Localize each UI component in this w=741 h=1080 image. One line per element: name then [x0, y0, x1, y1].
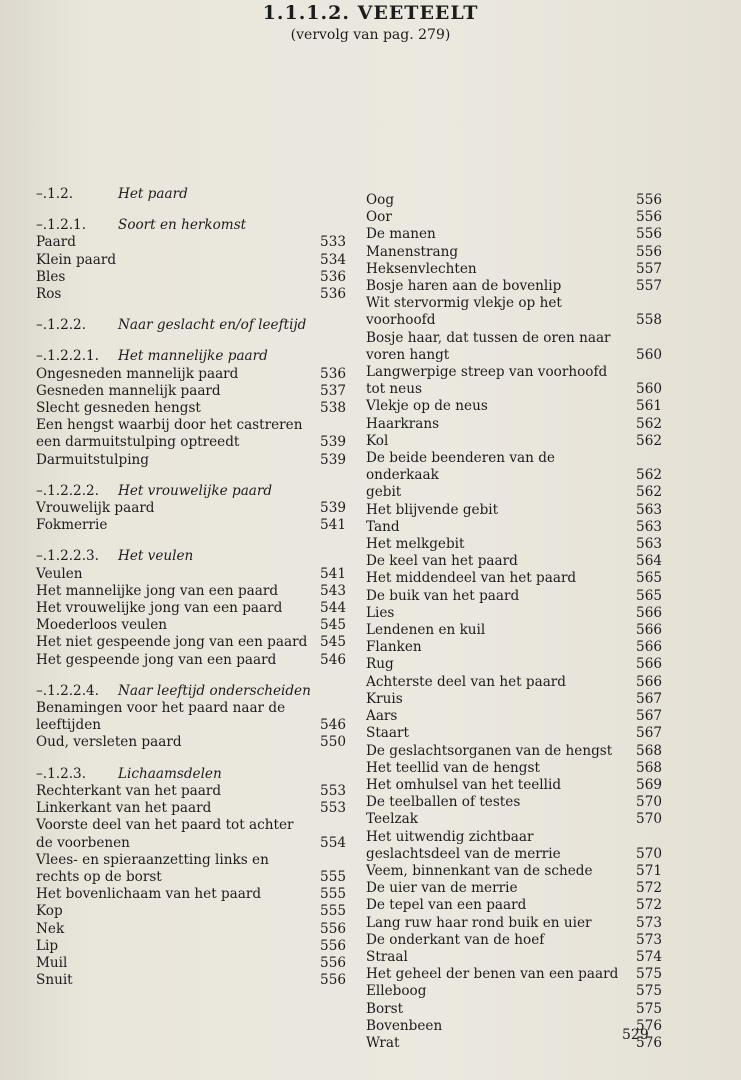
entry-text: Vlekje op de neus	[366, 398, 488, 415]
entry-page-number: 573	[636, 914, 662, 931]
entry-page-number: 539	[320, 434, 346, 451]
entry-page-number: 536	[320, 286, 346, 303]
entry-text: De onderkant van de hoef	[366, 931, 545, 948]
entry-text: Paard	[36, 234, 76, 251]
entry-page-number: 557	[636, 278, 662, 295]
entry-page-number: 533	[320, 234, 346, 251]
entry-text: Manenstrang	[366, 243, 459, 260]
index-entry	[36, 817, 346, 851]
entry-page-number: 576	[636, 1034, 662, 1051]
index-entry	[36, 634, 346, 651]
entry-text: Flanken	[366, 639, 422, 656]
index-entry	[366, 450, 662, 484]
index-entry	[36, 269, 346, 286]
index-entry	[366, 949, 662, 966]
entry-page-number: 575	[636, 966, 662, 983]
index-entry	[366, 209, 662, 226]
page-title: 1.1.1.2. VEETEELT	[262, 2, 479, 24]
index-entry	[366, 553, 662, 570]
entry-text: Kop	[36, 903, 63, 920]
section-gap	[36, 303, 346, 317]
entry-text: Teelzak	[366, 811, 418, 828]
entry-page-number: 563	[636, 501, 662, 518]
entry-text: De beide beenderen van de onderkaak	[366, 450, 555, 484]
entry-page-number: 567	[636, 725, 662, 742]
entry-text: Bosje haren aan de bovenlip	[366, 278, 562, 295]
entry-page-number: 556	[636, 243, 662, 260]
entry-text: Darmuitstulping	[36, 451, 150, 468]
entry-text: De uier van de merrie	[366, 880, 518, 897]
index-entry	[366, 691, 662, 708]
entry-text: Langwerpige streep van voorhoofd tot neus	[366, 364, 608, 398]
entry-page-number: 553	[320, 782, 346, 799]
entry-text: Oog	[366, 192, 395, 208]
entry-page-number: 538	[320, 400, 346, 417]
entry-text: Wrat	[366, 1034, 400, 1051]
entry-page-number: 560	[636, 381, 662, 398]
section-label: Het mannelijke paard	[118, 348, 268, 365]
section-gap	[36, 469, 346, 483]
entry-text: Veulen	[36, 565, 83, 582]
entry-page-number: 567	[636, 708, 662, 725]
entry-text: Rechterkant van het paard	[36, 782, 222, 799]
entry-text: Het niet gespeende jong van een paard	[36, 634, 308, 651]
entry-page-number: 534	[320, 251, 346, 268]
section-gap	[36, 752, 346, 766]
entry-page-number: 568	[636, 742, 662, 759]
entry-page-number: 555	[320, 903, 346, 920]
entry-text: Voorste deel van het paard tot achter de voorbenen	[36, 817, 294, 851]
section-gap	[36, 203, 346, 217]
index-entry	[366, 794, 662, 811]
entry-page-number: 545	[320, 617, 346, 634]
entry-text: Vrouwelijk paard	[36, 500, 155, 517]
entry-page-number: 556	[320, 920, 346, 937]
entry-text: Vlees- en spieraanzetting links en rechts op de borst	[36, 851, 269, 885]
index-entry	[36, 617, 346, 634]
index-entry	[36, 583, 346, 600]
index-entry	[366, 863, 662, 880]
entry-page-number: 564	[636, 553, 662, 570]
entry-page-number: 556	[636, 226, 662, 243]
section-label: Naar leeftijd onderscheiden	[118, 682, 311, 699]
entry-page-number: 555	[320, 886, 346, 903]
index-entry	[366, 708, 662, 725]
index-entry	[366, 897, 662, 914]
entry-page-number: 536	[320, 365, 346, 382]
entry-text: Aars	[366, 708, 398, 725]
index-entry	[36, 500, 346, 517]
entry-text: Bovenbeen	[366, 1017, 443, 1034]
entry-page-number: 569	[636, 776, 662, 793]
entry-text: Oud, versleten paard	[36, 734, 182, 751]
index-entry	[366, 915, 662, 932]
entry-page-number: 556	[320, 937, 346, 954]
index-entry	[366, 588, 662, 605]
section-gap	[36, 534, 346, 548]
index-entry	[366, 639, 662, 656]
section-code: –.1.2.	[36, 186, 74, 202]
entry-page-number: 570	[636, 794, 662, 811]
index-entry	[366, 966, 662, 983]
entry-page-number: 562	[636, 415, 662, 432]
index-entry	[366, 829, 662, 863]
entry-text: Het blijvende gebit	[366, 501, 499, 518]
entry-page-number: 566	[636, 673, 662, 690]
index-entry	[36, 400, 346, 417]
section-heading	[36, 683, 346, 700]
entry-page-number: 575	[636, 983, 662, 1000]
index-entry	[36, 383, 346, 400]
entry-text: Heksenvlechten	[366, 260, 477, 277]
index-entry	[366, 261, 662, 278]
index-entry	[366, 1001, 662, 1018]
index-entry	[36, 972, 346, 989]
section-label: Naar geslacht en/of leeftijd	[118, 317, 307, 334]
entry-text: Het bovenlichaam van het paard	[36, 886, 262, 903]
section-heading	[36, 483, 346, 500]
entry-text: Ongesneden mannelijk paard	[36, 365, 239, 382]
index-entry	[36, 652, 346, 669]
entry-text: Fokmerrie	[36, 517, 108, 534]
entry-page-number: 572	[636, 897, 662, 914]
entry-text: Slecht gesneden hengst	[36, 400, 201, 417]
index-entry	[36, 566, 346, 583]
index-entry	[366, 433, 662, 450]
entry-text: Kruis	[366, 690, 403, 707]
index-entry	[36, 417, 346, 451]
section-heading	[36, 766, 346, 783]
index-entry	[366, 674, 662, 691]
entry-text: De buik van het paard	[366, 587, 520, 604]
index-entry	[36, 452, 346, 469]
index-entry	[36, 783, 346, 800]
entry-page-number: 562	[636, 484, 662, 501]
entry-page-number: 566	[636, 604, 662, 621]
entry-page-number: 537	[320, 382, 346, 399]
section-label: Lichaamsdelen	[118, 765, 222, 782]
index-entry	[36, 517, 346, 534]
index-entry	[36, 366, 346, 383]
entry-page-number: 553	[320, 800, 346, 817]
entry-page-number: 546	[320, 651, 346, 668]
index-entry	[366, 536, 662, 553]
right-column	[366, 192, 662, 1052]
entry-page-number: 546	[320, 717, 346, 734]
entry-text: Het uitwendig zichtbaar geslachtsdeel van de merrie	[366, 828, 561, 862]
section-gap	[36, 669, 346, 683]
index-entry	[366, 484, 662, 501]
entry-page-number: 539	[320, 451, 346, 468]
section-heading	[36, 317, 346, 334]
entry-page-number: 563	[636, 536, 662, 553]
index-entry	[36, 903, 346, 920]
entry-page-number: 566	[636, 656, 662, 673]
index-entry	[366, 622, 662, 639]
index-entry	[36, 955, 346, 972]
entry-page-number: 541	[320, 517, 346, 534]
entry-page-number: 544	[320, 600, 346, 617]
index-entry	[36, 800, 346, 817]
index-entry	[366, 725, 662, 742]
entry-page-number: 575	[636, 1000, 662, 1017]
index-entry	[366, 570, 662, 587]
entry-page-number: 556	[636, 192, 662, 208]
index-entry	[366, 502, 662, 519]
index-entry	[36, 921, 346, 938]
entry-text: Achterste deel van het paard	[366, 673, 567, 690]
entry-text: Staart	[366, 725, 409, 742]
entry-page-number: 572	[636, 880, 662, 897]
index-entry	[366, 416, 662, 433]
entry-page-number: 541	[320, 565, 346, 582]
entry-page-number: 570	[636, 845, 662, 862]
entry-text: Het vrouwelijke jong van een paard	[36, 600, 283, 617]
index-entry	[366, 656, 662, 673]
index-entry	[366, 880, 662, 897]
entry-page-number: 560	[636, 346, 662, 363]
entry-page-number: 565	[636, 587, 662, 604]
entry-text: De keel van het paard	[366, 553, 518, 570]
entry-text: Een hengst waarbij door het castreren een darmuitstulping optreedt	[36, 417, 303, 451]
entry-text: Het middendeel van het paard	[366, 570, 577, 587]
index-entry	[36, 700, 346, 734]
entry-page-number: 566	[636, 639, 662, 656]
entry-page-number: 562	[636, 432, 662, 449]
entry-text: Lies	[366, 604, 395, 621]
entry-page-number: 566	[636, 622, 662, 639]
entry-page-number: 576	[636, 1017, 662, 1034]
entry-page-number: 545	[320, 634, 346, 651]
entry-text: Wit stervormig vlekje op het voorhoofd	[366, 295, 562, 329]
entry-page-number: 567	[636, 690, 662, 707]
index-entry	[366, 364, 662, 398]
entry-page-number: 536	[320, 268, 346, 285]
entry-text: Het omhulsel van het teellid	[366, 776, 562, 793]
section-code: –.1.2.2.4.	[36, 682, 99, 699]
entry-text: Moederloos veulen	[36, 617, 168, 634]
entry-page-number: 554	[320, 834, 346, 851]
index-entry	[366, 932, 662, 949]
entry-page-number: 561	[636, 398, 662, 415]
section-label: Soort en herkomst	[118, 217, 247, 234]
entry-text: De geslachtsorganen van de hengst	[366, 742, 613, 759]
entry-text: Rug	[366, 656, 394, 673]
section-code: –.1.2.2.1.	[36, 348, 99, 365]
entry-page-number: 563	[636, 518, 662, 535]
entry-page-number: 556	[320, 954, 346, 971]
entry-text: Het geheel der benen van een paard	[366, 966, 619, 983]
index-entry	[36, 234, 346, 251]
section-code: –.1.2.1.	[36, 217, 87, 234]
entry-page-number: 562	[636, 467, 662, 484]
index-entry	[36, 734, 346, 751]
section-code: –.1.2.2.	[36, 317, 87, 334]
entry-text: Linkerkant van het paard	[36, 800, 212, 817]
entry-text: Het teellid van de hengst	[366, 759, 540, 776]
entry-text: Oor	[366, 209, 392, 226]
index-entry	[366, 398, 662, 415]
entry-page-number: 557	[636, 260, 662, 277]
entry-text: De manen	[366, 226, 436, 243]
section-label: Het vrouwelijke paard	[118, 482, 273, 499]
entry-page-number: 574	[636, 948, 662, 965]
section-label: Het veulen	[118, 548, 194, 565]
entry-page-number: 543	[320, 582, 346, 599]
entry-text: Muil	[36, 954, 68, 971]
index-entry	[366, 811, 662, 828]
index-entry	[366, 295, 662, 329]
entry-text: Snuit	[36, 972, 73, 989]
index-entry	[366, 983, 662, 1000]
index-entry	[36, 600, 346, 617]
section-heading	[36, 217, 346, 234]
index-entry	[366, 1035, 662, 1052]
entry-text: Bles	[36, 268, 66, 285]
entry-page-number: 571	[636, 862, 662, 879]
index-entry	[366, 605, 662, 622]
entry-page-number: 539	[320, 500, 346, 517]
index-entry	[366, 777, 662, 794]
entry-page-number: 550	[320, 734, 346, 751]
entry-page-number: 565	[636, 570, 662, 587]
section-gap	[36, 334, 346, 348]
index-entry	[36, 852, 346, 886]
entry-text: Het mannelijke jong van een paard	[36, 582, 279, 599]
index-entry	[366, 278, 662, 295]
section-label: Het paard	[118, 186, 188, 202]
entry-text: Lip	[36, 937, 59, 954]
index-entry	[366, 226, 662, 243]
entry-page-number: 555	[320, 868, 346, 885]
entry-text: Lendenen en kuil	[366, 622, 486, 639]
entry-text: Elleboog	[366, 983, 427, 1000]
entry-text: Het melkgebit	[366, 536, 465, 553]
index-entry	[366, 192, 662, 209]
section-heading	[36, 548, 346, 565]
entry-text: Lang ruw haar rond buik en uier	[366, 914, 592, 931]
index-entry	[366, 244, 662, 261]
entry-page-number: 570	[636, 811, 662, 828]
entry-text: Kol	[366, 432, 389, 449]
index-entry	[366, 743, 662, 760]
page-subtitle: (vervolg van pag. 279)	[290, 27, 451, 43]
entry-text: Bosje haar, dat tussen de oren naar voren hangt	[366, 329, 611, 363]
section-code: –.1.2.3.	[36, 765, 87, 782]
entry-text: Tand	[366, 518, 400, 535]
entry-text: Borst	[366, 1000, 404, 1017]
index-entry	[36, 252, 346, 269]
page-number: 529	[622, 1027, 649, 1043]
index-entry	[366, 330, 662, 364]
index-entry	[36, 286, 346, 303]
entry-text: Veem, binnenkant van de schede	[366, 862, 593, 879]
entry-text: Gesneden mannelijk paard	[36, 382, 221, 399]
entry-page-number: 568	[636, 759, 662, 776]
entry-text: De tepel van een paard	[366, 897, 527, 914]
entry-text: Klein paard	[36, 251, 117, 268]
entry-text: De teelballen of testes	[366, 794, 521, 811]
left-column	[36, 186, 346, 989]
entry-page-number: 573	[636, 931, 662, 948]
section-code: –.1.2.2.3.	[36, 548, 99, 565]
entry-text: Straal	[366, 948, 408, 965]
entry-text: Het gespeende jong van een paard	[36, 651, 277, 668]
index-entry	[366, 760, 662, 777]
entry-text: Haarkrans	[366, 415, 440, 432]
entry-text: Ros	[36, 286, 62, 303]
index-entry	[366, 519, 662, 536]
entry-text: gebit	[366, 484, 402, 501]
index-entry	[36, 938, 346, 955]
entry-page-number: 556	[636, 209, 662, 226]
entry-page-number: 558	[636, 312, 662, 329]
index-entry	[366, 1018, 662, 1035]
section-code: –.1.2.2.2.	[36, 482, 99, 499]
entry-text: Nek	[36, 920, 65, 937]
entry-text: Benamingen voor het paard naar de leeftijden	[36, 700, 286, 734]
entry-page-number: 556	[320, 972, 346, 989]
section-heading	[36, 186, 346, 203]
index-entry	[36, 886, 346, 903]
section-heading	[36, 348, 346, 365]
